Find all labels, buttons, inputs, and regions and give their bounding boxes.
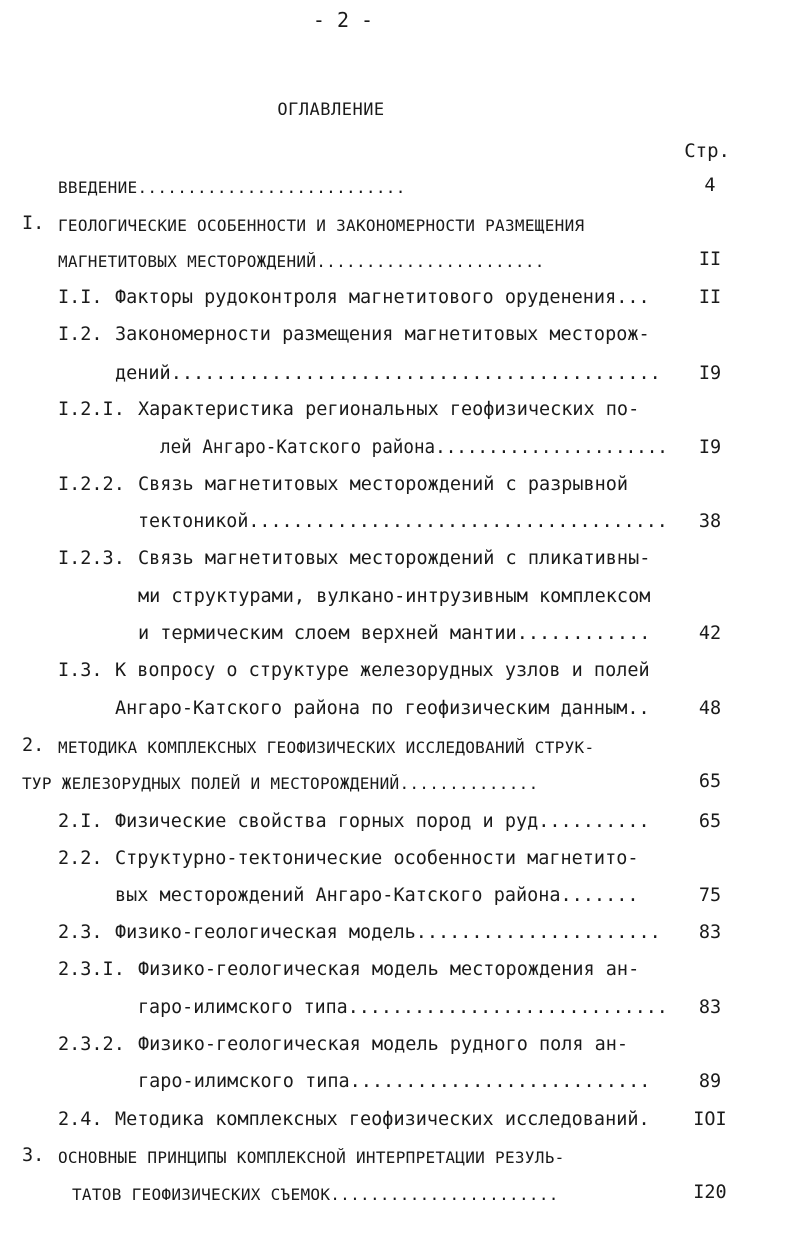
toc-entry-text: ми структурами, вулкано-интрузивным комплексом <box>138 586 651 607</box>
toc-entry-text: Физико-геологическая модель...................... <box>115 922 661 943</box>
toc-entry-number: I.2.2. <box>58 474 125 495</box>
toc-entry-number: 2.2. <box>58 848 103 869</box>
toc-entry-text: Структурно-тектонические особенности магнетито- <box>115 848 639 869</box>
toc-entry-page: 65 <box>698 811 722 832</box>
toc-entry-page: I9 <box>698 363 722 384</box>
toc-entry-page: 38 <box>698 511 722 532</box>
toc-entry-text: Закономерности размещения магнетитовых месторож- <box>115 324 650 345</box>
toc-entry-page: II <box>698 249 722 270</box>
toc-entry-page: 42 <box>698 623 722 644</box>
toc-entry-page: 89 <box>698 1071 722 1092</box>
toc-entry-page: IOI <box>693 1109 727 1130</box>
toc-entry-text: ТАТОВ ГЕОФИЗИЧЕСКИХ СЪЕМОК....................... <box>72 1185 559 1204</box>
toc-entry-text: К вопросу о структуре железорудных узлов и полей <box>115 660 650 681</box>
page-number: - 2 - <box>312 8 374 32</box>
toc-entry-page: I9 <box>698 437 722 458</box>
toc-entry-number: 2. <box>22 735 45 756</box>
toc-title: ОГЛАВЛЕНИЕ <box>277 100 385 120</box>
toc-entry-number: 2.I. <box>58 811 103 832</box>
toc-entry-text: МАГНЕТИТОВЫХ МЕСТОРОЖДЕНИЙ....................... <box>58 252 545 271</box>
toc-entry-text: Факторы рудоконтроля магнетитового оруденения... <box>115 287 650 308</box>
toc-entry-page: 83 <box>698 997 722 1018</box>
toc-entry-page: 83 <box>698 922 722 943</box>
toc-entry-text: Физические свойства горных пород и руд.......... <box>115 811 650 832</box>
toc-entry-number: I.I. <box>58 287 103 308</box>
toc-entry-text: Связь магнетитовых месторождений с разрывной <box>138 474 629 495</box>
toc-entry-number: 3. <box>22 1145 45 1166</box>
toc-entry-text: Физико-геологическая модель рудного поля ан- <box>138 1034 629 1055</box>
toc-entry-page: 48 <box>698 698 722 719</box>
toc-entry-number: 2.4. <box>58 1109 103 1130</box>
toc-entry-text: Связь магнетитовых месторождений с пликативны- <box>138 548 651 569</box>
toc-entry-number: 2.3. <box>58 922 103 943</box>
toc-entry-text: ТУР ЖЕЛЕЗОРУДНЫХ ПОЛЕЙ И МЕСТОРОЖДЕНИЙ.............. <box>22 774 539 793</box>
toc-entry-page: I20 <box>693 1182 727 1203</box>
toc-entry-text: Ангаро-Катского района по геофизическим данным.. <box>115 698 650 719</box>
toc-entry-text: Методика комплексных геофизических исследований. <box>115 1109 650 1130</box>
toc-entry-text: МЕТОДИКА КОМПЛЕКСНЫХ ГЕОФИЗИЧЕСКИХ ИССЛЕДОВАНИЙ СТРУК- <box>58 738 595 757</box>
toc-entry-text: гаро-илимского типа........................... <box>138 1071 651 1092</box>
toc-entry-page: 65 <box>698 771 722 792</box>
toc-entry-number: I.2. <box>58 324 103 345</box>
toc-entry-page: II <box>698 287 722 308</box>
toc-entry-number: I. <box>22 213 45 234</box>
toc-entry-text: ОСНОВНЫЕ ПРИНЦИПЫ КОМПЛЕКСНОЙ ИНТЕРПРЕТАЦИИ РЕЗУЛЬ- <box>58 1148 565 1167</box>
toc-entry-page: 4 <box>704 175 716 196</box>
toc-entry-text: лей Ангаро-Катского района...................... <box>160 437 668 458</box>
toc-entry-text: ВВЕДЕНИЕ........................... <box>58 178 406 197</box>
toc-entry-page: 75 <box>698 885 722 906</box>
toc-entry-text: тектоникой...................................... <box>138 511 668 532</box>
toc-entry-text: вых месторождений Ангаро-Катского района....... <box>115 885 639 906</box>
toc-entry-number: I.2.3. <box>58 548 125 569</box>
toc-entry-text: Физико-геологическая модель месторождения ан- <box>138 959 640 980</box>
toc-entry-number: I.3. <box>58 660 103 681</box>
toc-entry-text: ГЕОЛОГИЧЕСКИЕ ОСОБЕННОСТИ И ЗАКОНОМЕРНОСТИ РАЗМЕЩЕНИЯ <box>58 216 585 235</box>
toc-entry-text: и термическим слоем верхней мантии............ <box>138 623 651 644</box>
page-column-label: Стр. <box>684 140 730 162</box>
toc-entry-number: 2.3.I. <box>58 959 125 980</box>
toc-entry-text: дений............................................ <box>115 363 661 384</box>
toc-entry-text: Характеристика региональных геофизических по- <box>138 399 640 420</box>
toc-entry-text: гаро-илимского типа............................. <box>138 997 668 1018</box>
toc-entry-number: 2.3.2. <box>58 1034 125 1055</box>
toc-entry-number: I.2.I. <box>58 399 125 420</box>
